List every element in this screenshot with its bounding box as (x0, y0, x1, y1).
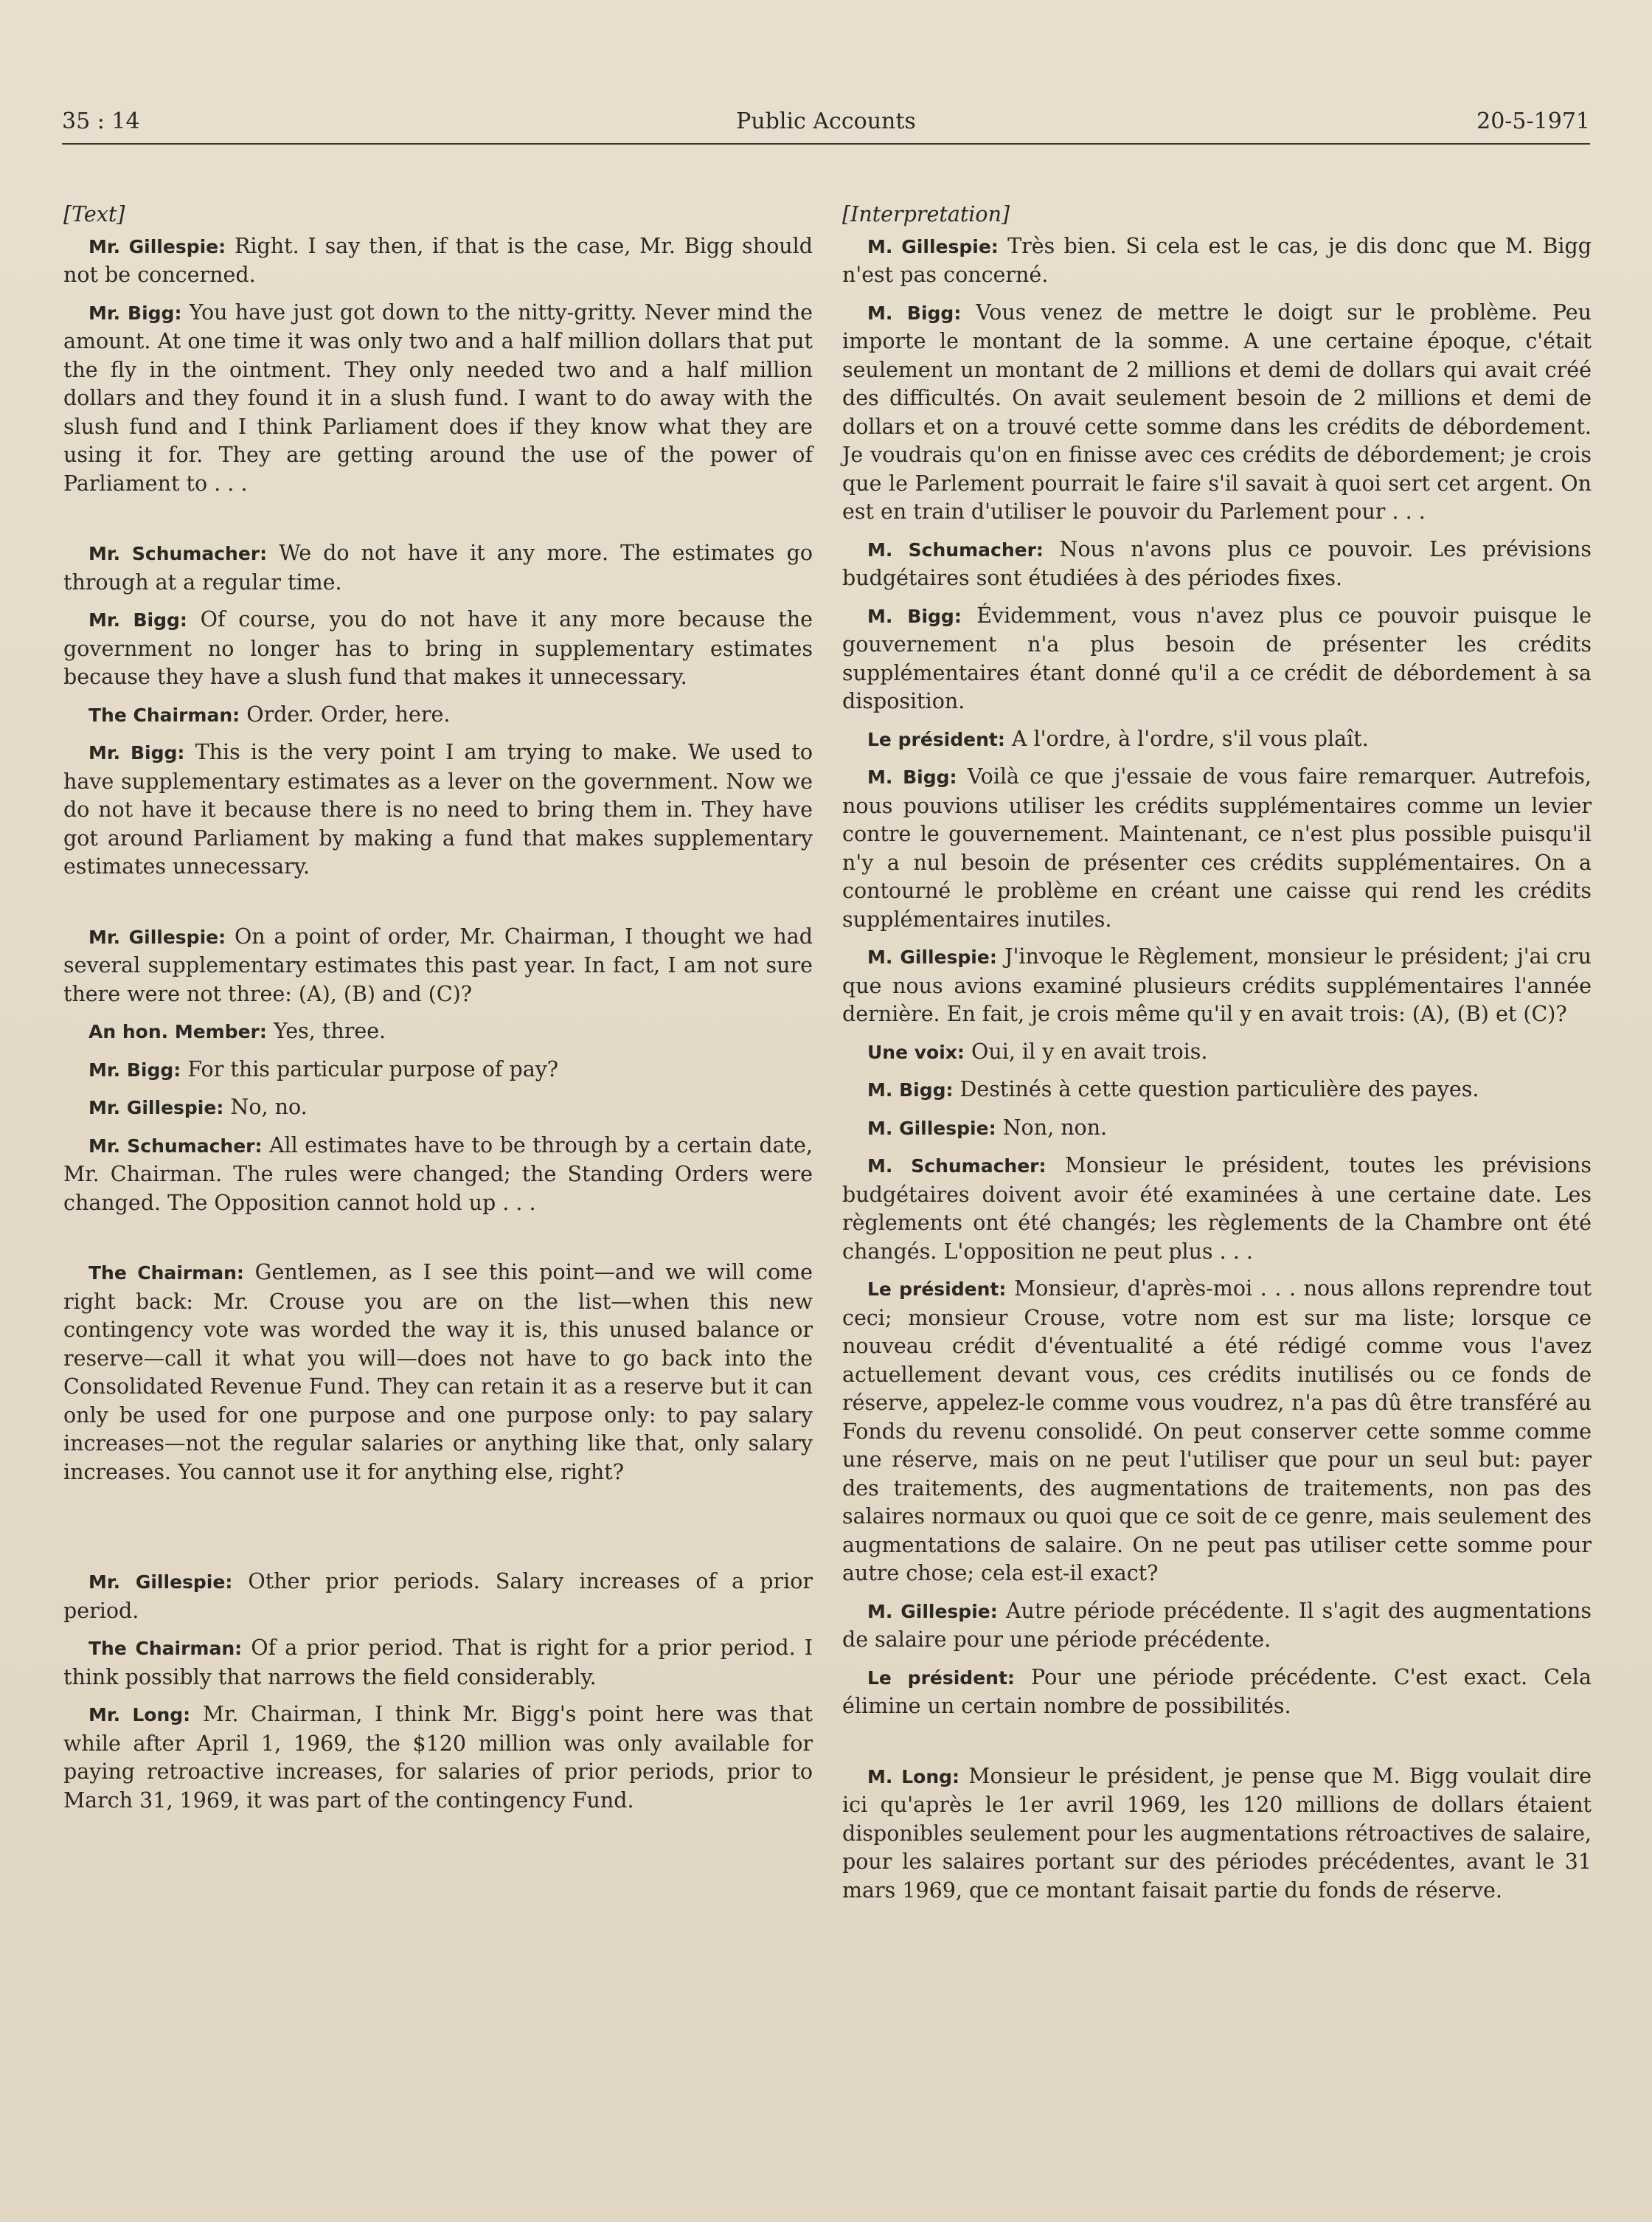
speaker-name: M. Gillespie: (867, 1600, 998, 1622)
speaker-name: The Chairman: (88, 704, 240, 726)
speaker-name: M. Bigg: (867, 766, 957, 788)
speaker-name: Le président: (867, 728, 1005, 750)
speech-paragraph (63, 701, 813, 730)
speech-text: Order. Order, here. (240, 702, 451, 727)
speech-paragraph (63, 1700, 813, 1815)
speech-text: Vous venez de mettre le doigt sur le problème. Peu importe le montant de la somme. A une certaine époque, c'était seulement un montant de 2 millions et demi de dollars qui avait créé des difficultés. On avait seulement besoin de 2 millions et demi de dollars et on a trouvé cette somme dans les crédits de débordement. Je voudrais qu'on en finisse avec ces crédits de débordement; je crois que le Parlement pourrait le faire s'il savait à quoi sert cet argent. On est en train d'utiliser le pouvoir du Parlement pour . . . (842, 300, 1592, 524)
speaker-name: M. Long: (867, 1765, 960, 1787)
speaker-name: Mr. Gillespie: (88, 926, 226, 948)
speech-paragraph (842, 602, 1592, 716)
english-column (63, 201, 813, 2089)
speaker-name: Mr. Schumacher: (88, 543, 268, 564)
speech-paragraph (63, 539, 813, 597)
speech-text: Oui, il y en avait trois. (964, 1039, 1208, 1064)
speech-paragraph (842, 1664, 1592, 1721)
speech-paragraph (842, 1762, 1592, 1906)
speech-paragraph (842, 1597, 1592, 1655)
speaker-name: Une voix: (867, 1041, 965, 1063)
publication-title: Public Accounts (736, 108, 916, 134)
speech-paragraph (63, 1634, 813, 1692)
speech-text: Of a prior period. That is right for a prior period. I think possibly that narrows the field considerably. (63, 1636, 813, 1689)
speaker-name: The Chairman: (88, 1638, 243, 1659)
speech-paragraph (842, 1114, 1592, 1143)
speech-paragraph (63, 738, 813, 882)
speech-text: All estimates have to be through by a certain date, Mr. Chairman. The rules were changed; the Standing Orders were changed. The Opposition cannot hold up . . . (63, 1132, 813, 1215)
speech-text: We do not have it any more. The estimates go through at a regular time. (63, 541, 813, 595)
speaker-name: M. Schumacher: (867, 539, 1044, 561)
speaker-name: Mr. Gillespie: (88, 1097, 224, 1118)
speech-text: This is the very point I am trying to make. We used to have supplementary estimates as a lever on the government. Now we do not have it because there is no need to bring them in. They have got around Parliament by making a fund that makes supplementary estimates unnecessary. (63, 740, 813, 879)
speaker-name: M. Gillespie: (867, 235, 999, 257)
speech-paragraph (842, 725, 1592, 755)
speech-paragraph (842, 763, 1592, 934)
speech-paragraph (63, 923, 813, 1009)
speech-paragraph (63, 1259, 813, 1486)
speaker-name: M. Bigg: (867, 302, 962, 324)
speech-text: On a point of order, Mr. Chairman, I thought we had several supplementary estimates this past year. In fact, I am not sure there were not three: (A), (B) and (C)? (63, 924, 813, 1006)
speech-paragraph (63, 1132, 813, 1218)
speaker-name: Mr. Bigg: (88, 742, 185, 764)
speech-paragraph (842, 1076, 1592, 1105)
speech-text: No, no. (223, 1095, 308, 1119)
speech-paragraph (842, 1038, 1592, 1067)
speech-paragraph (842, 943, 1592, 1029)
speaker-name: An hon. Member: (88, 1021, 267, 1042)
running-header (62, 105, 1590, 145)
speech-text: Monsieur le président, toutes les prévisions budgétaires doivent avoir été examinées à une certaine date. Les règlements ont été changés; les règlements de la Chambre ont été changés. L'opposition ne peut plus . . . (842, 1153, 1592, 1264)
speech-text: Pour une période précédente. C'est exact. Cela élimine un certain nombre de possibilités. (842, 1664, 1592, 1718)
speech-paragraph (63, 1056, 813, 1085)
speaker-name: Mr. Schumacher: (88, 1135, 263, 1157)
speech-paragraph (63, 1017, 813, 1047)
speech-text: Autre période précédente. Il s'agit des augmentations de salaire pour une période précédente. (842, 1598, 1592, 1652)
speech-paragraph (63, 299, 813, 499)
page-number: 35 : 14 (62, 108, 140, 134)
speech-text: Non, non. (996, 1115, 1108, 1140)
speech-text: Monsieur, d'après-moi . . . nous allons reprendre tout ceci; monsieur Crouse, votre nom est sur ma liste; lorsque ce nouveau crédit d'éventualité a été rédigé comme vous l'avez actuellement devant vous, ces crédits inutilisés ou ce fonds de réserve, appelez-le comme vous voudrez, n'a pas dû être transféré au Fonds du revenu consolidé. On peut conserver cette somme comme une réserve, mais on ne peut l'utiliser que pour un seul but: payer des traitements, des augmentations de traitements, non pas des salaires normaux ou quoi que ce soit de ce genre, mais seulement des augmentations de salaire. On ne peut pas utiliser cette somme pour autre chose; cela est-il exact? (842, 1276, 1592, 1585)
speech-text: J'invoque le Règlement, monsieur le président; j'ai cru que nous avions examiné plusieurs crédits supplémentaires l'année dernière. En fait, je crois même qu'il y en avait trois: (A), (B) et (C)? (842, 944, 1592, 1026)
speech-text: Voilà ce que j'essaie de vous faire remarquer. Autrefois, nous pouvions utiliser les crédits supplémentaires comme un levier contre le gouvernement. Maintenant, ce n'est plus possible puisqu'il n'y a nul besoin de présenter ces crédits supplémentaires. On a contourné le problème en créant une caisse qui rend les crédits supplémentaires inutiles. (842, 764, 1592, 932)
speech-paragraph (63, 232, 813, 290)
speech-paragraph (842, 1152, 1592, 1266)
speech-text: Yes, three. (266, 1019, 386, 1043)
speech-text: Monsieur le président, je pense que M. Bigg voulait dire ici qu'après le 1er avril 1969, les 120 millions de dollars étaient disponibles seulement pour les augmentations rétroactives de salaire, pour les salaires portant sur des périodes précédentes, avant le 31 mars 1969, que ce montant faisait partie du fonds de réserve. (842, 1763, 1592, 1903)
speaker-name: Le président: (867, 1278, 1007, 1300)
speaker-name: Mr. Gillespie: (88, 1571, 233, 1593)
speech-text: Destinés à cette question particulière des payes. (953, 1077, 1479, 1101)
speaker-name: M. Schumacher: (867, 1155, 1047, 1177)
speech-paragraph (842, 536, 1592, 593)
interpretation-label: [Interpretation] (842, 202, 1010, 226)
speaker-name: M. Gillespie: (867, 1117, 996, 1139)
speaker-name: Mr. Gillespie: (88, 235, 226, 257)
speech-paragraph (842, 232, 1592, 290)
speaker-name: Mr. Bigg: (88, 1059, 181, 1081)
speaker-name: M. Gillespie: (867, 946, 997, 968)
session-date: 20-5-1971 (1476, 108, 1590, 134)
french-column (842, 201, 1592, 2089)
speaker-name: Mr. Bigg: (88, 302, 182, 324)
speech-text: Très bien. Si cela est le cas, je dis donc que M. Bigg n'est pas concerné. (842, 233, 1592, 287)
speaker-name: Mr. Long: (88, 1704, 191, 1726)
speech-paragraph (63, 1568, 813, 1625)
speech-paragraph (63, 606, 813, 692)
speaker-name: Le président: (867, 1666, 1015, 1689)
speech-text: Mr. Chairman, I think Mr. Bigg's point here was that while after April 1, 1969, the $120 million was only available for paying retroactive increases, for salaries of prior periods, prior to March 31, 1969, it was part of the contingency Fund. (63, 1702, 813, 1813)
speech-paragraph (842, 1275, 1592, 1588)
speech-text: Right. I say then, if that is the case, Mr. Bigg should not be concerned. (63, 233, 813, 287)
speech-text: Other prior periods. Salary increases of a prior period. (63, 1569, 813, 1623)
speaker-name: M. Bigg: (867, 605, 962, 627)
text-label: [Text] (63, 202, 125, 226)
speech-text: A l'ordre, à l'ordre, s'il vous plaît. (1004, 726, 1369, 751)
speech-text: Gentlemen, as I see this point—and we will come right back: Mr. Crouse you are on the list—when this new contingency vote was worded the way it is, this unused balance or reserve—call it what you will—does not have to go back into the Consolidated Revenue Fund. They can retain it as a reserve but it can only be used for one purpose and one purpose only: to pay salary increases—not the regular salaries or anything like that, only salary increases. You cannot use it for anything else, right? (63, 1260, 813, 1484)
speech-text: Of course, you do not have it any more because the government no longer has to bring in supplementary estimates because they have a slush fund that makes it unnecessary. (63, 607, 813, 689)
speaker-name: The Chairman: (88, 1262, 244, 1284)
speech-paragraph (63, 1093, 813, 1123)
speech-text: For this particular purpose of pay? (181, 1056, 559, 1081)
speech-text: You have just got down to the nitty-gritty. Never mind the amount. At one time it was only two and a half million dollars that put the fly in the ointment. They only needed two and a half million dollars and they found it in a slush fund. I want to do away with the slush fund and I think Parliament does if they know what they are using it for. They are getting around the use of the power of Parliament to . . . (63, 300, 813, 496)
speaker-name: Mr. Bigg: (88, 609, 187, 631)
speech-paragraph (842, 299, 1592, 527)
speech-text: Nous n'avons plus ce pouvoir. Les prévisions budgétaires sont étudiées à des périodes fixes. (842, 536, 1592, 590)
speaker-name: M. Bigg: (867, 1079, 954, 1101)
speech-text: Évidemment, vous n'avez plus ce pouvoir puisque le gouvernement n'a plus besoin de présenter les crédits supplémentaires étant donné qu'il a ce crédit de débordement à sa disposition. (842, 603, 1592, 713)
